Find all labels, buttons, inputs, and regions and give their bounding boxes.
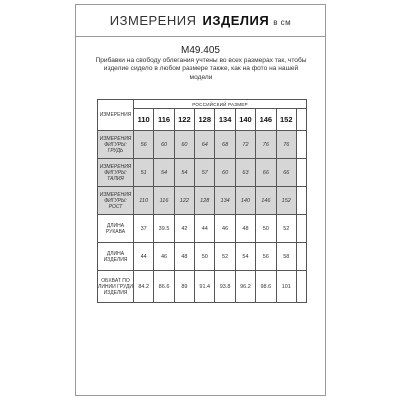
- value-cell: 44: [134, 243, 154, 271]
- article-number: М49.405: [181, 45, 220, 56]
- value-cell: 48: [235, 215, 255, 243]
- value-cell: 91.4: [195, 271, 215, 303]
- blank-cell: [296, 215, 306, 243]
- table-row: [98, 187, 307, 215]
- value-cell: 39.5: [154, 215, 174, 243]
- value-cell: 48: [174, 243, 194, 271]
- value-cell: 98.6: [256, 271, 276, 303]
- size-header-cell: 122: [174, 109, 194, 131]
- value-cell: 93.8: [215, 271, 235, 303]
- row-label: ИЗМЕРЕНИЯ ФИГУРЫ: ГРУДЬ: [98, 131, 134, 159]
- value-cell: 89: [174, 271, 194, 303]
- value-cell: 60: [154, 131, 174, 159]
- blank-cell: [296, 271, 306, 303]
- value-cell: 63: [235, 159, 255, 187]
- value-cell: 101: [276, 271, 296, 303]
- row-label: ИЗМЕРЕНИЯ ФИГУРЫ: ТАЛИЯ: [98, 159, 134, 187]
- size-header-cell: 134: [215, 109, 235, 131]
- value-cell: 54: [235, 243, 255, 271]
- value-cell: 52: [215, 243, 235, 271]
- blank-cell: [296, 243, 306, 271]
- table-row: [98, 159, 307, 187]
- blank-cell: [296, 131, 306, 159]
- size-header-cell: 152: [276, 109, 296, 131]
- table-row: [98, 131, 307, 159]
- title-unit: в см: [273, 18, 292, 27]
- value-cell: 146: [256, 187, 276, 215]
- title-word-measurements: ИЗМЕРЕНИЯ: [109, 13, 197, 28]
- value-cell: 66: [256, 159, 276, 187]
- value-cell: 37: [134, 215, 154, 243]
- size-table: [97, 99, 307, 303]
- value-cell: 86.6: [154, 271, 174, 303]
- size-header-cell: 116: [154, 109, 174, 131]
- value-cell: 58: [276, 243, 296, 271]
- value-cell: 57: [195, 159, 215, 187]
- size-header-cell: 128: [195, 109, 215, 131]
- title-word-product: ИЗДЕЛИЯ: [202, 13, 270, 28]
- header: [76, 5, 325, 37]
- row-label: ДЛИНА РУКАВА: [98, 215, 134, 243]
- value-cell: 50: [195, 243, 215, 271]
- value-cell: 56: [134, 131, 154, 159]
- value-cell: 60: [174, 131, 194, 159]
- value-cell: 56: [256, 243, 276, 271]
- value-cell: 46: [215, 215, 235, 243]
- fit-note: Прибавки на свободу облегания учтены во всех размерах так, чтобы изделие сидело в любом размере также, как на фото на нашей модели: [95, 57, 307, 81]
- value-cell: 66: [276, 159, 296, 187]
- value-cell: 128: [195, 187, 215, 215]
- value-cell: 84.2: [134, 271, 154, 303]
- value-cell: 54: [154, 159, 174, 187]
- row-label: ОБХВАТ ПО ЛИНИИ ГРУДИ ИЗДЕЛИЯ: [98, 271, 134, 303]
- value-cell: 44: [195, 215, 215, 243]
- size-group-label: РОССИЙСКИЙ РАЗМЕР: [134, 100, 307, 109]
- value-cell: 116: [154, 187, 174, 215]
- blank-cell: [296, 159, 306, 187]
- value-cell: 76: [276, 131, 296, 159]
- blank-cell: [296, 187, 306, 215]
- value-cell: 42: [174, 215, 194, 243]
- value-cell: 134: [215, 187, 235, 215]
- size-header-cell: 140: [235, 109, 255, 131]
- value-cell: 110: [134, 187, 154, 215]
- size-header-cell: 146: [256, 109, 276, 131]
- row-label: ИЗМЕРЕНИЯ ФИГУРЫ: РОСТ: [98, 187, 134, 215]
- value-cell: 64: [195, 131, 215, 159]
- size-header-cell: 110: [134, 109, 154, 131]
- value-cell: 46: [154, 243, 174, 271]
- table-row: [98, 215, 307, 243]
- value-cell: 60: [215, 159, 235, 187]
- value-cell: 52: [276, 215, 296, 243]
- row-label: ДЛИНА ИЗДЕЛИЯ: [98, 243, 134, 271]
- value-cell: 54: [174, 159, 194, 187]
- blank-cell: [296, 109, 306, 131]
- value-cell: 122: [174, 187, 194, 215]
- page-title: [76, 13, 325, 28]
- value-cell: 152: [276, 187, 296, 215]
- value-cell: 50: [256, 215, 276, 243]
- value-cell: 68: [215, 131, 235, 159]
- corner-label: ИЗМЕРЕНИЯ: [98, 100, 134, 131]
- value-cell: 51: [134, 159, 154, 187]
- value-cell: 76: [256, 131, 276, 159]
- table-row: [98, 271, 307, 303]
- value-cell: 96.2: [235, 271, 255, 303]
- table-row: [98, 243, 307, 271]
- value-cell: 140: [235, 187, 255, 215]
- value-cell: 72: [235, 131, 255, 159]
- size-chart-page: [75, 4, 326, 396]
